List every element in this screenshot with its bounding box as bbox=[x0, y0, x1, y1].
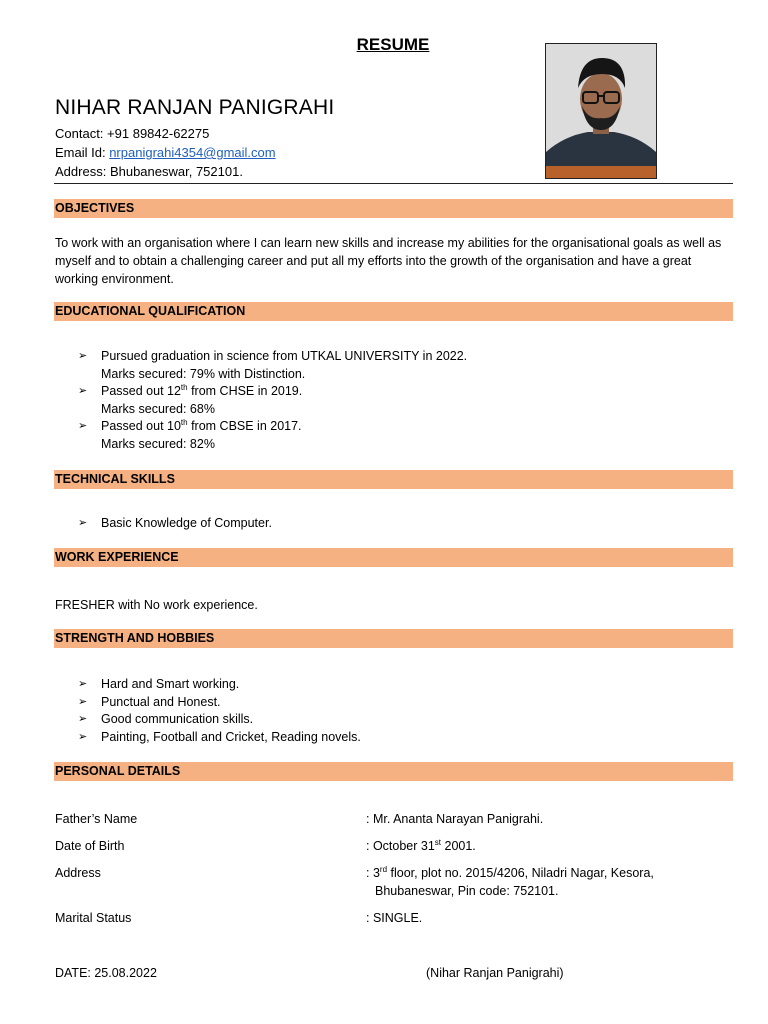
list-item: ➢ Basic Knowledge of Computer. bbox=[78, 515, 272, 533]
header-divider bbox=[54, 183, 733, 184]
dob-label: Date of Birth bbox=[55, 839, 125, 853]
marital-status-value: : SINGLE. bbox=[366, 911, 423, 925]
contact-value: +91 89842-62275 bbox=[107, 126, 210, 141]
arrowhead-bullet-icon: ➢ bbox=[78, 695, 88, 708]
section-strength-hobbies: STRENGTH AND HOBBIES bbox=[54, 629, 733, 648]
email-link[interactable]: nrpanigrahi4354@gmail.com bbox=[109, 145, 276, 160]
arrowhead-bullet-icon: ➢ bbox=[78, 385, 88, 398]
list-item: ➢ Passed out 10th from CBSE in 2017. Marks secured: 82% bbox=[78, 418, 302, 451]
education-list bbox=[78, 348, 467, 454]
profile-photo-illustration bbox=[546, 44, 656, 178]
candidate-name: NIHAR RANJAN PANIGRAHI bbox=[55, 96, 335, 119]
experience-text: FRESHER with No work experience. bbox=[55, 598, 258, 612]
dob-value: : October 31st 2001. bbox=[366, 837, 476, 853]
father-name-label: Father’s Name bbox=[55, 812, 138, 826]
section-objectives: OBJECTIVES bbox=[54, 199, 733, 218]
father-name-value: : Mr. Ananta Narayan Panigrahi. bbox=[366, 812, 544, 826]
arrowhead-bullet-icon: ➢ bbox=[78, 678, 88, 690]
section-technical-skills: TECHNICAL SKILLS bbox=[54, 470, 733, 489]
skills-list bbox=[78, 515, 272, 533]
personal-address-label: Address bbox=[55, 866, 101, 880]
objective-text: To work with an organisation where I can learn new skills and increase my abilities for the organisational goals as well as myself and to obtain a challenging career and put all my efforts into the growth of the organisation and have a great working environment. bbox=[55, 236, 722, 286]
contact-line bbox=[55, 125, 209, 142]
arrowhead-bullet-icon: ➢ bbox=[78, 517, 88, 529]
address-value: Bhubaneswar, 752101. bbox=[109, 164, 243, 179]
list-item: ➢ Good communication skills. bbox=[78, 711, 361, 729]
resume-title: RESUME bbox=[356, 35, 430, 54]
email-line bbox=[55, 144, 276, 161]
profile-photo bbox=[545, 43, 657, 179]
list-item: ➢ Passed out 12th from CHSE in 2019. Marks secured: 68% bbox=[78, 383, 303, 416]
list-item: ➢ Punctual and Honest. bbox=[78, 694, 361, 712]
address-line bbox=[55, 163, 243, 180]
list-item: ➢ Pursued graduation in science from UTKAL UNIVERSITY in 2022. Marks secured: 79% with Distinction. bbox=[78, 349, 468, 381]
personal-address-value: : 3rd floor, plot no. 2015/4206, Niladri Nagar, Kesora, Bhubaneswar, Pin code: 752101. bbox=[366, 864, 654, 898]
list-item: ➢ Painting, Football and Cricket, Reading novels. bbox=[78, 729, 361, 747]
email-label: Email Id: bbox=[55, 145, 106, 160]
hobbies-list bbox=[78, 676, 361, 746]
footer-date: DATE: 25.08.2022 bbox=[55, 966, 157, 980]
contact-label: Contact: bbox=[55, 126, 104, 141]
marital-status-label: Marital Status bbox=[55, 911, 132, 925]
arrowhead-bullet-icon: ➢ bbox=[78, 420, 88, 433]
section-work-experience: WORK EXPERIENCE bbox=[54, 548, 733, 567]
arrowhead-bullet-icon: ➢ bbox=[78, 730, 88, 743]
address-label: Address: bbox=[55, 164, 107, 179]
footer-signature: (Nihar Ranjan Panigrahi) bbox=[426, 966, 564, 980]
list-item: ➢ Hard and Smart working. bbox=[78, 676, 361, 694]
section-education: EDUCATIONAL QUALIFICATION bbox=[54, 302, 733, 321]
arrowhead-bullet-icon: ➢ bbox=[78, 713, 88, 726]
arrowhead-bullet-icon: ➢ bbox=[78, 350, 88, 362]
section-personal-details: PERSONAL DETAILS bbox=[54, 762, 733, 781]
